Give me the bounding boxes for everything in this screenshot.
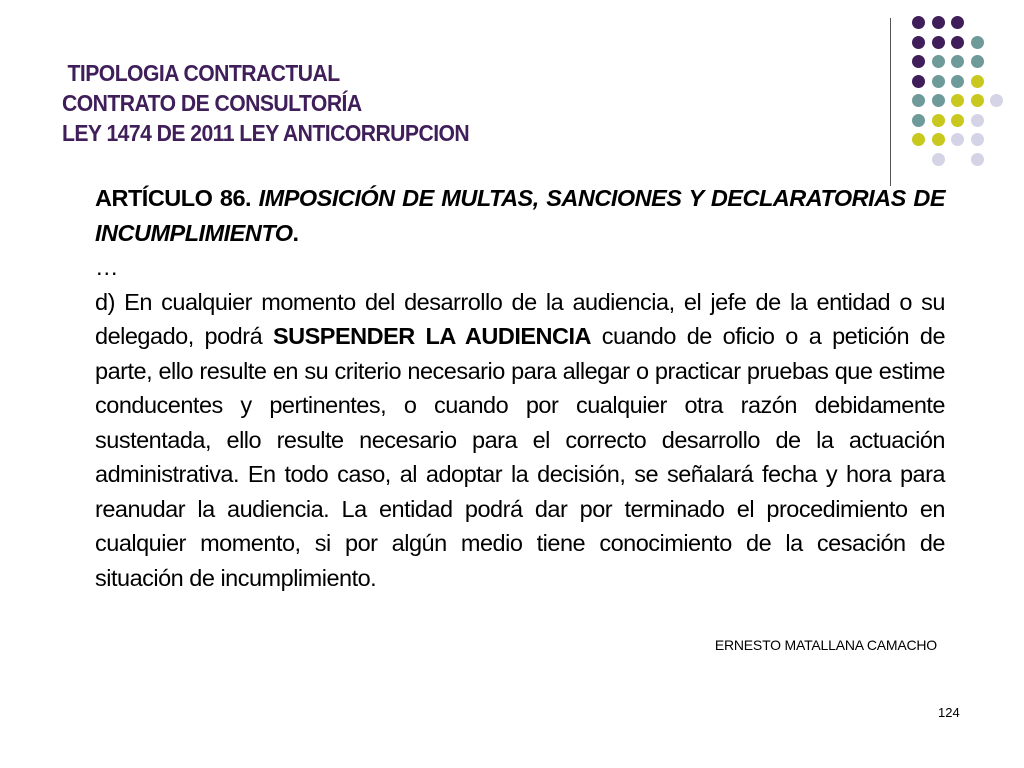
decorative-dot (932, 16, 945, 29)
ellipsis: … (95, 254, 118, 280)
decorative-dot (951, 133, 964, 146)
article-paragraph (95, 285, 945, 596)
slide-title (62, 58, 469, 148)
paragraph-part-1: d) En cualquier momento del desarrollo de la audiencia, el jefe de la entidad o su delegado, podrá (95, 288, 945, 349)
decorative-dot (971, 55, 984, 68)
decorative-dot (932, 133, 945, 146)
article-number: ARTÍCULO 86. (95, 185, 259, 211)
decorative-dot (971, 153, 984, 166)
decorative-dot (912, 36, 925, 49)
paragraph-bold: SUSPENDER LA AUDIENCIA (272, 323, 591, 349)
decorative-dot (932, 114, 945, 127)
decorative-dot (912, 114, 925, 127)
decorative-dot (932, 36, 945, 49)
decorative-dot (912, 16, 925, 29)
decorative-dot (932, 75, 945, 88)
decorative-dot (951, 114, 964, 127)
article-heading-end: . (292, 219, 299, 246)
vertical-divider (890, 18, 891, 186)
title-line-2: CONTRATO DE CONSULTORÍA (62, 90, 362, 116)
decorative-dot (971, 133, 984, 146)
title-line-3: LEY 1474 DE 2011 LEY ANTICORRUPCION (62, 120, 470, 146)
decorative-dot (912, 94, 925, 107)
decorative-dot (971, 75, 984, 88)
author-name: ERNESTO MATALLANA CAMACHO (714, 637, 937, 653)
decorative-dot (990, 94, 1003, 107)
article-title: IMPOSICIÓN DE MULTAS, SANCIONES Y DECLARATORIAS DE INCUMPLIMIENTO (95, 185, 945, 246)
decorative-dot (912, 133, 925, 146)
article-text (95, 181, 945, 595)
decorative-dot (912, 75, 925, 88)
decorative-dot (912, 55, 925, 68)
decorative-dot (932, 153, 945, 166)
title-line-1: TIPOLOGIA CONTRACTUAL (67, 60, 340, 86)
decorative-dot (932, 55, 945, 68)
page-number: 124 (938, 705, 960, 720)
article-heading (95, 181, 945, 250)
decorative-dot (951, 16, 964, 29)
decorative-dot (971, 114, 984, 127)
decorative-dot (971, 94, 984, 107)
paragraph-part-2: cuando de oficio o a petición de parte, ello resulte en su criterio necesario para allegar o practicar pruebas que estime conducentes y pertinentes, o cuando por cualquier otra razón debidamente sustentada, ello resulte necesario para el correcto desarrollo de la actuación administrativa. En todo caso, al adoptar la decisión, se señalará fecha y hora para reanudar la audiencia. La entidad podrá dar por terminado el procedimiento en cualquier momento, si por algún medio tiene conocimiento de la cesación de situación de incumplimiento. (95, 323, 946, 591)
decorative-dot (951, 75, 964, 88)
decorative-dot (971, 36, 984, 49)
decorative-dot (951, 36, 964, 49)
decorative-dot (951, 94, 964, 107)
decorative-dot (951, 55, 964, 68)
decorative-dot (932, 94, 945, 107)
